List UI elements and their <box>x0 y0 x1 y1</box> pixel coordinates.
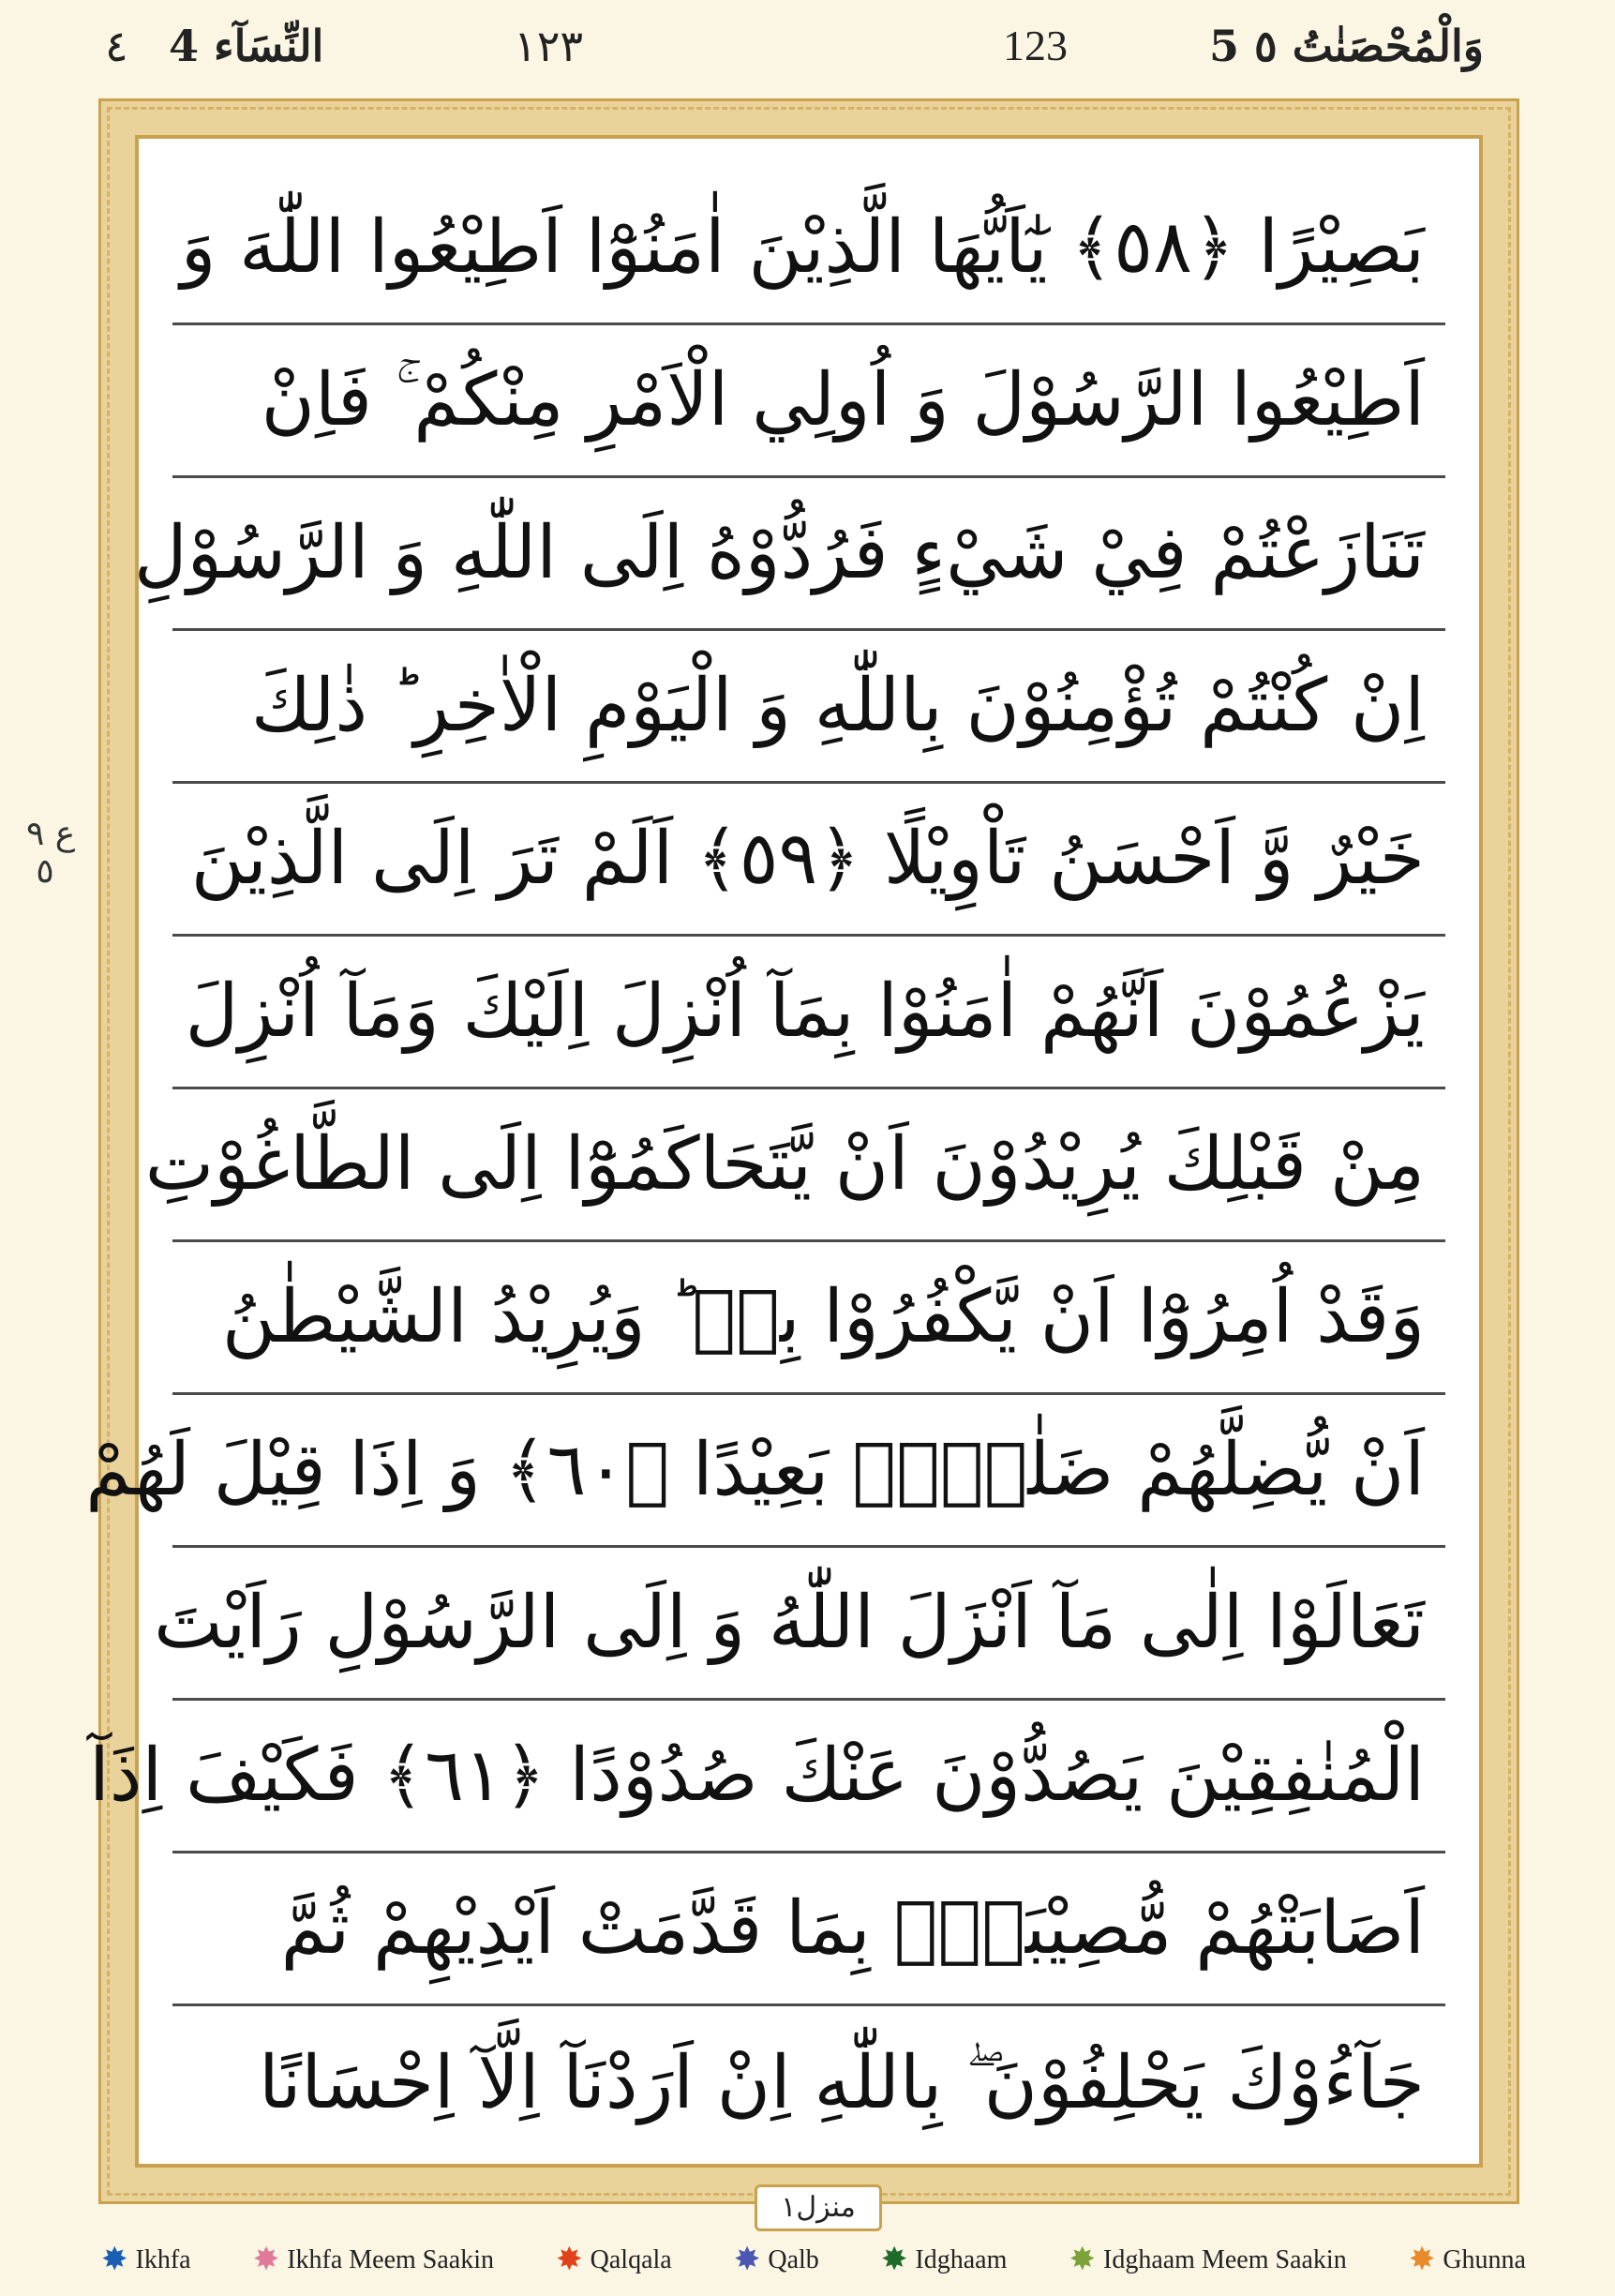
juz-number-arabic: ٤ <box>105 21 128 71</box>
verse-line-3: تَنَازَعْتُمْ فِيْ شَيْءٍ فَرُدُّوْهُ اِلَى اللّٰهِ وَ الرَّسُوْلِ <box>172 478 1445 631</box>
manzil-label: منزل١ <box>755 2184 882 2231</box>
legend-item-ghunna <box>1409 2244 1526 2276</box>
legend-label: Qalb <box>768 2245 819 2274</box>
verse-line-6: يَزْعُمُوْنَ اَنَّهُمْ اٰمَنُوْا بِمَآ اُنْزِلَ اِلَيْكَ وَمَآ اُنْزِلَ <box>172 937 1445 1089</box>
verse-line-5: خَيْرٌ وَّ اَحْسَنُ تَاْوِيْلًا ﴿٥٩﴾ اَلَمْ تَرَ اِلَى الَّذِيْنَ <box>172 784 1445 937</box>
star-icon: ✸ <box>1408 2243 1436 2277</box>
verse-line-7: مِنْ قَبْلِكَ يُرِيْدُوْنَ اَنْ يَّتَحَاكَمُوْٓا اِلَى الطَّاغُوْتِ <box>172 1089 1445 1242</box>
legend-item-qalb <box>734 2244 819 2276</box>
verse-line-8: وَقَدْ اُمِرُوْٓا اَنْ يَّكْفُرُوْا بِهٖ ؕ وَيُرِيْدُ الشَّيْطٰنُ <box>172 1242 1445 1395</box>
star-icon: ✸ <box>252 2243 280 2277</box>
juz-name: 5 وَالْمُحْصَنٰتُ ٥ <box>1209 21 1485 71</box>
page-number-arabic: ١٢٣ <box>514 21 584 71</box>
page-number: 123 <box>1003 22 1068 69</box>
surah-name: 4 النِّسَآء <box>169 21 324 71</box>
legend-item-ikhfa-meem-saakin <box>253 2244 494 2276</box>
verse-lines <box>85 173 1445 2130</box>
star-icon: ✸ <box>733 2243 761 2277</box>
legend-item-idghaam-meem-saakin <box>1069 2244 1347 2276</box>
verse-line-1: بَصِيْرًا ﴿٥٨﴾ يٰٓاَيُّهَا الَّذِيْنَ اٰمَنُوْٓا اَطِيْعُوا اللّٰهَ وَ <box>172 173 1445 325</box>
page-header <box>0 0 1615 103</box>
page-frame <box>85 101 1517 2201</box>
legend-label: Ikhfa Meem Saakin <box>287 2245 495 2274</box>
legend-label: Ikhfa <box>135 2245 191 2274</box>
verse-line-10: تَعَالَوْا اِلٰى مَآ اَنْزَلَ اللّٰهُ وَ اِلَى الرَّسُوْلِ رَاَيْتَ <box>172 1548 1445 1701</box>
legend-label: Qalqala <box>590 2245 672 2274</box>
legend-item-ikhfa <box>101 2244 191 2276</box>
verse-line-13: جَآءُوْكَ يَحْلِفُوْنَ ۖ بِاللّٰهِ اِنْ اَرَدْنَآ اِلَّآ اِحْسَانًا <box>258 2040 1425 2125</box>
verse-line-12: اَصَابَتْهُمْ مُّصِيْبَةٌۢ بِمَا قَدَّمَتْ اَيْدِيْهِمْ ثُمَّ <box>172 1853 1445 2006</box>
legend-label: Idghaam <box>915 2245 1008 2274</box>
star-icon: ✸ <box>880 2243 908 2277</box>
star-icon: ✸ <box>101 2243 128 2277</box>
verse-line-11: الْمُنٰفِقِيْنَ يَصُدُّوْنَ عَنْكَ صُدُوْدًا ﴿٦١﴾ فَكَيْفَ اِذَآ <box>172 1701 1445 1853</box>
ruku-mark: ع ٩ ٥ <box>26 815 76 891</box>
legend-item-qalqala <box>556 2244 672 2276</box>
verse-line-2: اَطِيْعُوا الرَّسُوْلَ وَ اُولِي الْاَمْرِ مِنْكُمْ ۚ فَاِنْ <box>172 325 1445 478</box>
legend-item-idghaam <box>881 2244 1007 2276</box>
verse-line-9: اَنْ يُّضِلَّهُمْ ضَلٰلًاۢ بَعِيْدًا ﴿٦٠﴾ وَ اِذَا قِيْلَ لَهُمْ <box>172 1395 1445 1548</box>
star-icon: ✸ <box>556 2243 583 2277</box>
legend-label: Idghaam Meem Saakin <box>1103 2245 1347 2274</box>
verse-line-4: اِنْ كُنْتُمْ تُؤْمِنُوْنَ بِاللّٰهِ وَ الْيَوْمِ الْاٰخِرِ ؕ ذٰلِكَ <box>172 631 1445 784</box>
legend-label: Ghunna <box>1443 2245 1526 2274</box>
tajweed-legend <box>101 2237 1526 2284</box>
star-icon: ✸ <box>1069 2243 1096 2277</box>
